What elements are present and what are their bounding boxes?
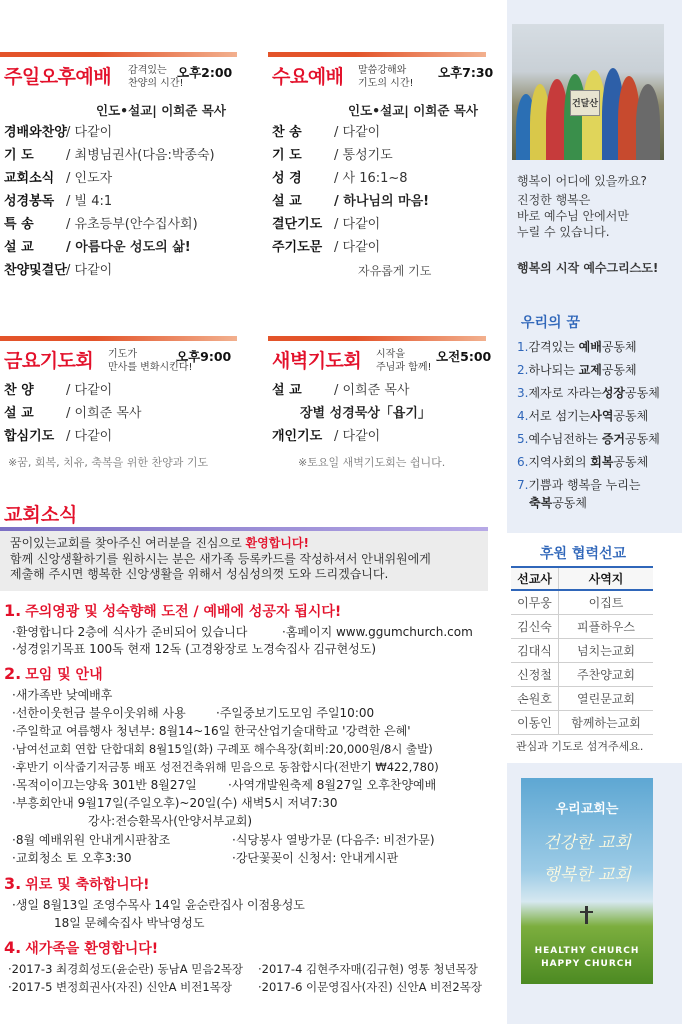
happy-line: 바로 예수님 안에서만 bbox=[517, 209, 629, 223]
service-leader: 인도•설교| 이희준 목사 bbox=[96, 103, 226, 118]
news-item: ·남여선교회 연합 단합대회 8월15일(화) 구례포 해수욕장(회비:20,000원/8시 출발) bbox=[12, 742, 433, 756]
dream-item: 4.서로 섬기는사역공동체 bbox=[517, 409, 649, 423]
section-bar bbox=[268, 52, 486, 57]
order-row: 개인기도 / 다같이 bbox=[272, 429, 381, 444]
order-row: 기 도 / 통성기도 bbox=[272, 148, 393, 163]
dream-item: 7.기쁨과 행복을 누리는 bbox=[517, 478, 641, 492]
service-leader: 인도•설교| 이희준 목사 bbox=[348, 103, 478, 118]
news-item: ·2017-6 이문영집사(자진) 신안A 비전2목장 bbox=[258, 980, 482, 994]
happy-line: 누릴 수 있습니다. bbox=[517, 225, 610, 239]
table-header-row: 선교사 사역지 bbox=[511, 567, 653, 590]
news-item: ·사역개발원축제 8월27일 오후찬양예배 bbox=[228, 778, 437, 792]
poster-english: HAPPY CHURCH bbox=[541, 959, 633, 969]
section-bar bbox=[0, 52, 237, 57]
news-item: ·부흥회안내 9월17일(주일오후)~20일(수) 새벽5시 저녁7:30 bbox=[12, 796, 338, 810]
section-title: 주일오후예배 bbox=[4, 66, 112, 88]
meditation-row: 장별 성경묵상「욥기」 bbox=[300, 406, 431, 421]
order-row: 찬 송 / 다같이 bbox=[272, 125, 381, 140]
table-row: 김신숙 피플하우스 bbox=[511, 614, 653, 638]
news-item: ·식당봉사 열방가문 (다음주: 비전가문) bbox=[232, 833, 435, 847]
dream-item: 3.제자로 자라는성장공동체 bbox=[517, 386, 660, 400]
order-row: 주기도문 / 다같이 bbox=[272, 240, 381, 255]
news-item: ·8월 예배위원 안내게시판참조 bbox=[12, 833, 171, 847]
cross-icon bbox=[580, 911, 593, 913]
news-item: ·2017-4 김현주자매(김규현) 영통 청년목장 bbox=[258, 962, 478, 976]
service-time: 오후7:30 bbox=[438, 65, 494, 80]
section-bar bbox=[0, 336, 237, 341]
order-row: 찬 양 / 다같이 bbox=[4, 383, 113, 398]
news-title: 교회소식 bbox=[4, 504, 78, 526]
section-description: 시작을 주님과 함께! bbox=[376, 349, 432, 373]
cross-icon bbox=[585, 906, 588, 924]
dawn-note: ※토요일 새벽기도회는 쉽니다. bbox=[298, 456, 446, 469]
order-row: 합심기도 / 다같이 bbox=[4, 429, 113, 444]
closing-prayer: 자유롭게 기도 bbox=[358, 264, 432, 278]
poster-english: HEALTHY CHURCH bbox=[534, 946, 640, 956]
dream-title: 우리의 꿈 bbox=[521, 315, 580, 331]
news-item: ·홈페이지 www.ggumchurch.com bbox=[282, 625, 473, 639]
order-row: 교회소식 / 인도자 bbox=[4, 171, 113, 186]
news-item: ·생일 8월13일 조영수목사 14일 윤순란집사 이점용성도 bbox=[12, 898, 305, 912]
service-time: 오후9:00 bbox=[176, 349, 232, 364]
section-description: 기도가 만사를 변화시킨다! bbox=[108, 349, 193, 373]
order-row: 기 도 / 최병님권사(다음:박종숙) bbox=[4, 148, 215, 163]
table-row: 이무웅 이집트 bbox=[511, 590, 653, 614]
news-item: 18일 문혜숙집사 박낙영성도 bbox=[54, 916, 205, 930]
dream-item-cont: 축복공동체 bbox=[529, 496, 587, 510]
section-description: 말씀강해와 기도의 시간! bbox=[358, 65, 414, 89]
poster-line: 행복한 교회 bbox=[543, 865, 631, 885]
happy-line: 행복이 어디에 있을까요? bbox=[517, 174, 647, 188]
order-row: 결단기도 / 다같이 bbox=[272, 217, 381, 232]
section-bar bbox=[268, 336, 486, 341]
order-row: 설 교 / 아름다운 성도의 삶! bbox=[4, 240, 191, 255]
support-title: 후원 협력선교 bbox=[540, 546, 627, 562]
news-item: ·새가족반 낮예배후 bbox=[12, 688, 113, 702]
news-item: ·환영합니다 2층에 식사가 준비되어 있습니다 bbox=[12, 625, 248, 639]
news-item: ·목적이이끄는양육 301반 8월27일 bbox=[12, 778, 197, 792]
news-item: ·후반기 이삭줍기저금통 배포 성전건축위해 믿음으로 동참합시다(전반기 ₩422,780) bbox=[12, 760, 439, 774]
news-heading-4: 4. 새가족을 환영합니다! bbox=[4, 938, 159, 957]
section-title: 새벽기도회 bbox=[272, 350, 362, 372]
news-item: ·교회청소 토 오후3:30 bbox=[12, 851, 132, 865]
table-row: 손원호 열린문교회 bbox=[511, 686, 653, 710]
missionary-table bbox=[511, 566, 653, 735]
order-row: 특 송 / 유초등부(안수집사회) bbox=[4, 217, 198, 232]
news-item: ·주일중보기도모임 주일10:00 bbox=[216, 706, 375, 720]
order-row: 성 경 / 사 16:1~8 bbox=[272, 171, 408, 186]
news-item: ·강단꽃꽂이 신청서: 안내게시판 bbox=[232, 851, 399, 865]
news-item: ·2017-5 변정희권사(자진) 신안A 비전1목장 bbox=[8, 980, 232, 994]
photo-sign: 건달산 bbox=[570, 90, 600, 116]
section-title: 금요기도회 bbox=[4, 350, 94, 372]
section-description: 감격있는 찬양의 시간! bbox=[128, 65, 184, 89]
dream-item: 1.감격있는 예배공동체 bbox=[517, 340, 637, 354]
happy-slogan: 행복의 시작 예수그리스도! bbox=[517, 261, 659, 275]
group-photo bbox=[512, 24, 664, 160]
section-title: 수요예배 bbox=[272, 66, 344, 88]
news-heading-3: 3. 위로 및 축하합니다! bbox=[4, 874, 150, 893]
order-row: 경배와찬양/ 다같이 bbox=[4, 125, 113, 140]
service-time: 오후2:00 bbox=[177, 65, 233, 80]
happy-line: 진정한 행복은 bbox=[517, 193, 591, 207]
pray-note: 관심과 기도로 섬겨주세요. bbox=[516, 740, 644, 753]
news-item: ·2017-3 최경희성도(윤순란) 동남A 믿음2목장 bbox=[8, 962, 244, 976]
news-item: 강사:전승환목사(안양서부교회) bbox=[88, 814, 253, 828]
order-row: 성경봉독 / 빌 4:1 bbox=[4, 194, 113, 209]
order-row: 설 교 / 하나님의 마음! bbox=[272, 194, 430, 209]
poster-line: 우리교회는 bbox=[555, 802, 619, 817]
table-row: 이동인 함께하는교회 bbox=[511, 710, 653, 734]
church-poster bbox=[521, 778, 653, 984]
order-row: 찬양및결단/ 다같이 bbox=[4, 263, 113, 278]
news-heading-2: 2. 모임 및 안내 bbox=[4, 664, 103, 683]
news-item: ·주일학교 여름행사 청년부: 8월14~16일 한국산업기술대학교 '강력한 은혜' bbox=[12, 724, 411, 738]
news-item: ·선한이웃헌금 불우이웃위해 사용 bbox=[12, 706, 186, 720]
order-row: 설 교 / 이희준 목사 bbox=[272, 383, 410, 398]
dream-item: 6.지역사회의 회복공동체 bbox=[517, 455, 649, 469]
news-heading-1: 1. 주의영광 및 성숙향해 도전 / 예배에 성공자 됩시다! bbox=[4, 601, 342, 620]
poster-line: 건강한 교회 bbox=[543, 833, 631, 853]
welcome-box: 꿈이있는교회를 찾아주신 여러분을 진심으로 환영합니다! 함께 신앙생활하기를 원하시는 분은 새가족 등록카드를 작성하셔서 안내위원에게 제출해 주시면 행복한 신앙생활을 위해서 성심성의껏 도와 드리겠습니다. bbox=[0, 531, 488, 591]
table-row: 신정철 주찬양교회 bbox=[511, 662, 653, 686]
order-row: 설 교 / 이희준 목사 bbox=[4, 406, 142, 421]
service-time: 오전5:00 bbox=[436, 349, 492, 364]
dream-item: 2.하나되는 교제공동체 bbox=[517, 363, 637, 377]
table-row: 김대식 넘치는교회 bbox=[511, 638, 653, 662]
news-item: ·성경읽기목표 100독 현재 12독 (고경왕장로 노경숙집사 김규현성도) bbox=[12, 642, 377, 656]
dream-item: 5.예수님전하는 증거공동체 bbox=[517, 432, 660, 446]
friday-note: ※꿈, 회복, 치유, 축복을 위한 찬양과 기도 bbox=[8, 456, 209, 469]
